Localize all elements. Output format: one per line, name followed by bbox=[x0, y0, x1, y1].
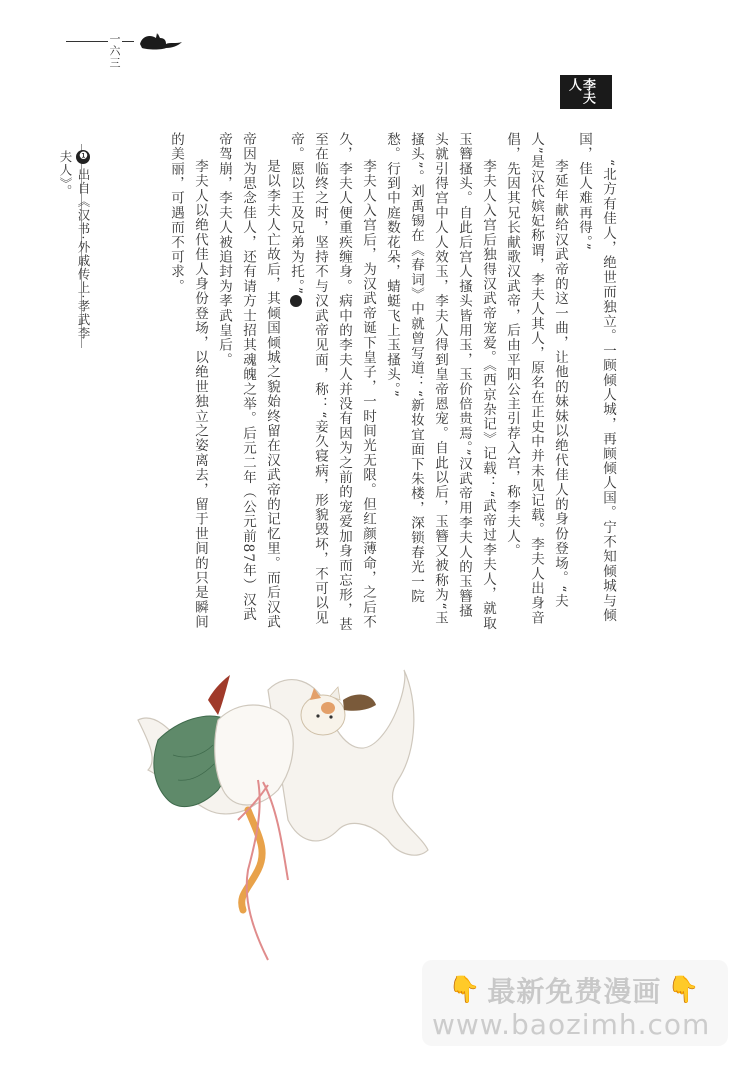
watermark-title-row bbox=[442, 970, 707, 1010]
paragraph: 是以李夫人亡故后，其倾国倾城之貌始终留在汉武帝的记忆里。而后汉武帝因为思念佳人，还有请方士招其魂魄之举。后元二年（公元前87年）汉武帝驾崩，李夫人被追封为孝武皇后。 bbox=[216, 132, 280, 630]
pointing-down-icon: 👇 bbox=[448, 975, 482, 1005]
paragraph: 李夫人入宫后独得汉武帝宠爱。《西京杂记》记载：“武帝过李夫人，就取玉簪搔头。自此后宫人搔头皆用玉，玉价倍贵焉。”汉武帝用李夫人的玉簪搔头就引得宫中人人效玉，李夫人得到皇帝恩宠。自此以后，玉簪又被称为“玉搔头”。刘禹锡在《春词》中就曾写道：“新妆宜面下朱楼，深锁春光一院愁。行到中庭数花朵，蜻蜓飞上玉搔头。” bbox=[384, 132, 496, 631]
footnote-ref[interactable]: ❶ bbox=[290, 295, 302, 307]
footnote-text: 出自《汉书·外戚传上·孝武李夫人》。 bbox=[58, 150, 91, 340]
page-number: 一六三 bbox=[108, 33, 121, 69]
footnote-marker: ❶ bbox=[78, 151, 89, 163]
section-title: 李夫人 bbox=[566, 78, 595, 104]
article-body bbox=[168, 132, 620, 632]
header-rule bbox=[66, 41, 108, 42]
paragraph: 李延年献给汉武帝的这一曲，让他的妹妹以绝代佳人的身份登场。“夫人”是汉代嫔妃称谓，李夫人其人，原名在正史中并未见记载。李夫人出身音倡，先因其兄长献歌汉武帝，后由平阳公主引荐入宫，称李夫人。 bbox=[504, 132, 568, 626]
paragraph: 李夫人以绝代佳人身份登场，以绝世独立之姿离去，留于世间的只是瞬间的美丽，可遇而不可求。 bbox=[168, 132, 208, 630]
paragraph: “北方有佳人，绝世而独立。一顾倾人城，再顾倾人国。宁不知倾城与倾国，佳人难再得。” bbox=[576, 132, 616, 623]
cat-icon bbox=[136, 26, 184, 52]
watermark-url[interactable]: www.baozimh.com bbox=[432, 1008, 711, 1041]
pointing-down-icon: 👇 bbox=[667, 975, 701, 1005]
paragraph: 李夫人入宫后，为汉武帝诞下皇子，一时间光无限。但红颜薄命，之后不久，李夫人便重疾缠身。病中的李夫人并没有因为之前的宠爱加身而忘形，甚至在临终之时，坚持不与汉武帝见面，称：“妾久寝病，形貌毁坏，不可以见帝。愿以王及兄弟为托。”❶ bbox=[288, 132, 376, 632]
header-rule-short bbox=[122, 41, 134, 42]
watermark bbox=[422, 960, 728, 1046]
cat-dancer-illustration bbox=[118, 660, 438, 1000]
footnote bbox=[56, 150, 92, 350]
watermark-title: 最新免费漫画 bbox=[487, 975, 662, 1008]
